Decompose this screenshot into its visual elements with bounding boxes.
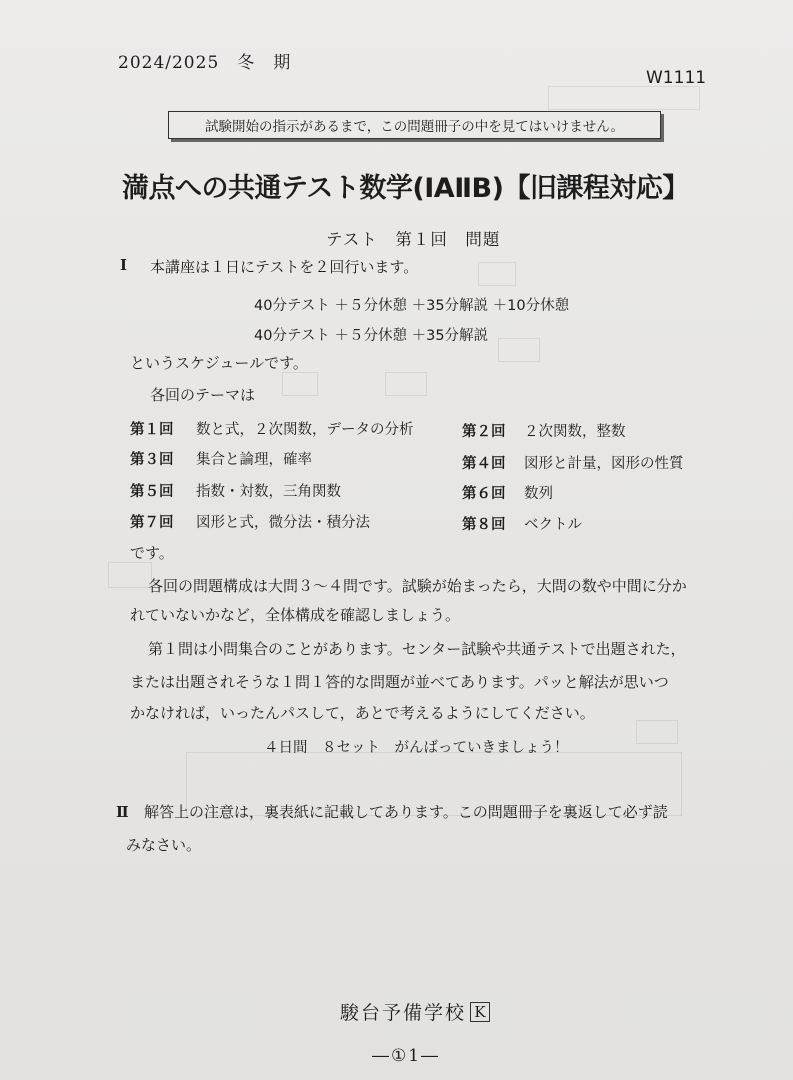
page-number: ―①1― — [372, 1046, 441, 1066]
schedule-line-1: 40分テスト ＋５分休憩 ＋35分解説 ＋10分休憩 — [254, 298, 570, 314]
round-label: 第３回 — [130, 452, 174, 468]
round-label: 第７回 — [130, 515, 174, 531]
section-1-intro: 本講座は１日にテストを２回行います。 — [150, 258, 419, 276]
round-topic: ２次関数，整数 — [524, 424, 626, 440]
term-label: 2024/2025 冬 期 — [118, 53, 292, 73]
section-2-line-1: 解答上の注意は，裏表紙に記載してあります。この問題冊子を裏返して必ず読 — [144, 803, 668, 821]
paragraph-1-line-2: れていないかなど，全体構成を確認しましょう。 — [130, 606, 461, 624]
paragraph-2-line-3: かなければ，いったんパスして，あとで考えるようにしてください。 — [130, 704, 595, 722]
rounds-end: です。 — [130, 544, 174, 562]
round-label: 第１回 — [130, 422, 174, 438]
round-label: 第８回 — [462, 517, 506, 533]
exam-title: 満点への共通テスト数学(IAⅡB)【旧課程対応】 — [122, 173, 689, 204]
closing-message: ４日間 ８セット がんばっていきましょう！ — [264, 740, 569, 756]
section-2-numeral: Ⅱ — [116, 803, 129, 821]
round-topic: 指数・対数，三角関数 — [196, 484, 341, 500]
school-name-text: 駿台予備学校 — [340, 1002, 467, 1024]
section-2-line-2: みなさい。 — [126, 836, 202, 854]
schedule-end: というスケジュールです。 — [130, 354, 308, 372]
section-1-numeral: Ⅰ — [120, 256, 128, 274]
round-label: 第６回 — [462, 486, 506, 502]
round-topic: 集合と論理，確率 — [196, 452, 312, 468]
paragraph-2-line-2: または出題されそうな１問１答的な問題が並べてあります。パッと解法が思いつ — [130, 673, 669, 691]
theme-intro: 各回のテーマは — [150, 386, 256, 404]
round-topic: 数列 — [524, 486, 553, 502]
round-topic: 図形と式，微分法・積分法 — [196, 515, 370, 531]
round-topic: ベクトル — [524, 517, 582, 533]
schedule-line-2: 40分テスト ＋５分休憩 ＋35分解説 — [254, 328, 489, 344]
paragraph-1-line-1: 各回の問題構成は大問３～４問です。試験が始まったら，大問の数や中間に分か — [148, 577, 687, 595]
course-code: W1111 — [646, 68, 707, 88]
exam-subtitle: テスト 第１回 問題 — [326, 230, 501, 249]
round-topic: 図形と計量，図形の性質 — [524, 456, 684, 472]
round-topic: 数と式，２次関数，データの分析 — [196, 422, 414, 438]
round-label: 第４回 — [462, 456, 506, 472]
instruction-notice — [168, 111, 661, 139]
school-name — [340, 998, 490, 1025]
round-label: 第５回 — [130, 484, 174, 500]
round-label: 第２回 — [462, 424, 506, 440]
school-mark: K — [470, 1002, 490, 1022]
instruction-notice-text: 試験開始の指示があるまで，この問題冊子の中を見てはいけません。 — [204, 119, 625, 135]
paragraph-2-line-1: 第１問は小問集合のことがあります。センター試験や共通テストで出題された， — [148, 640, 686, 658]
